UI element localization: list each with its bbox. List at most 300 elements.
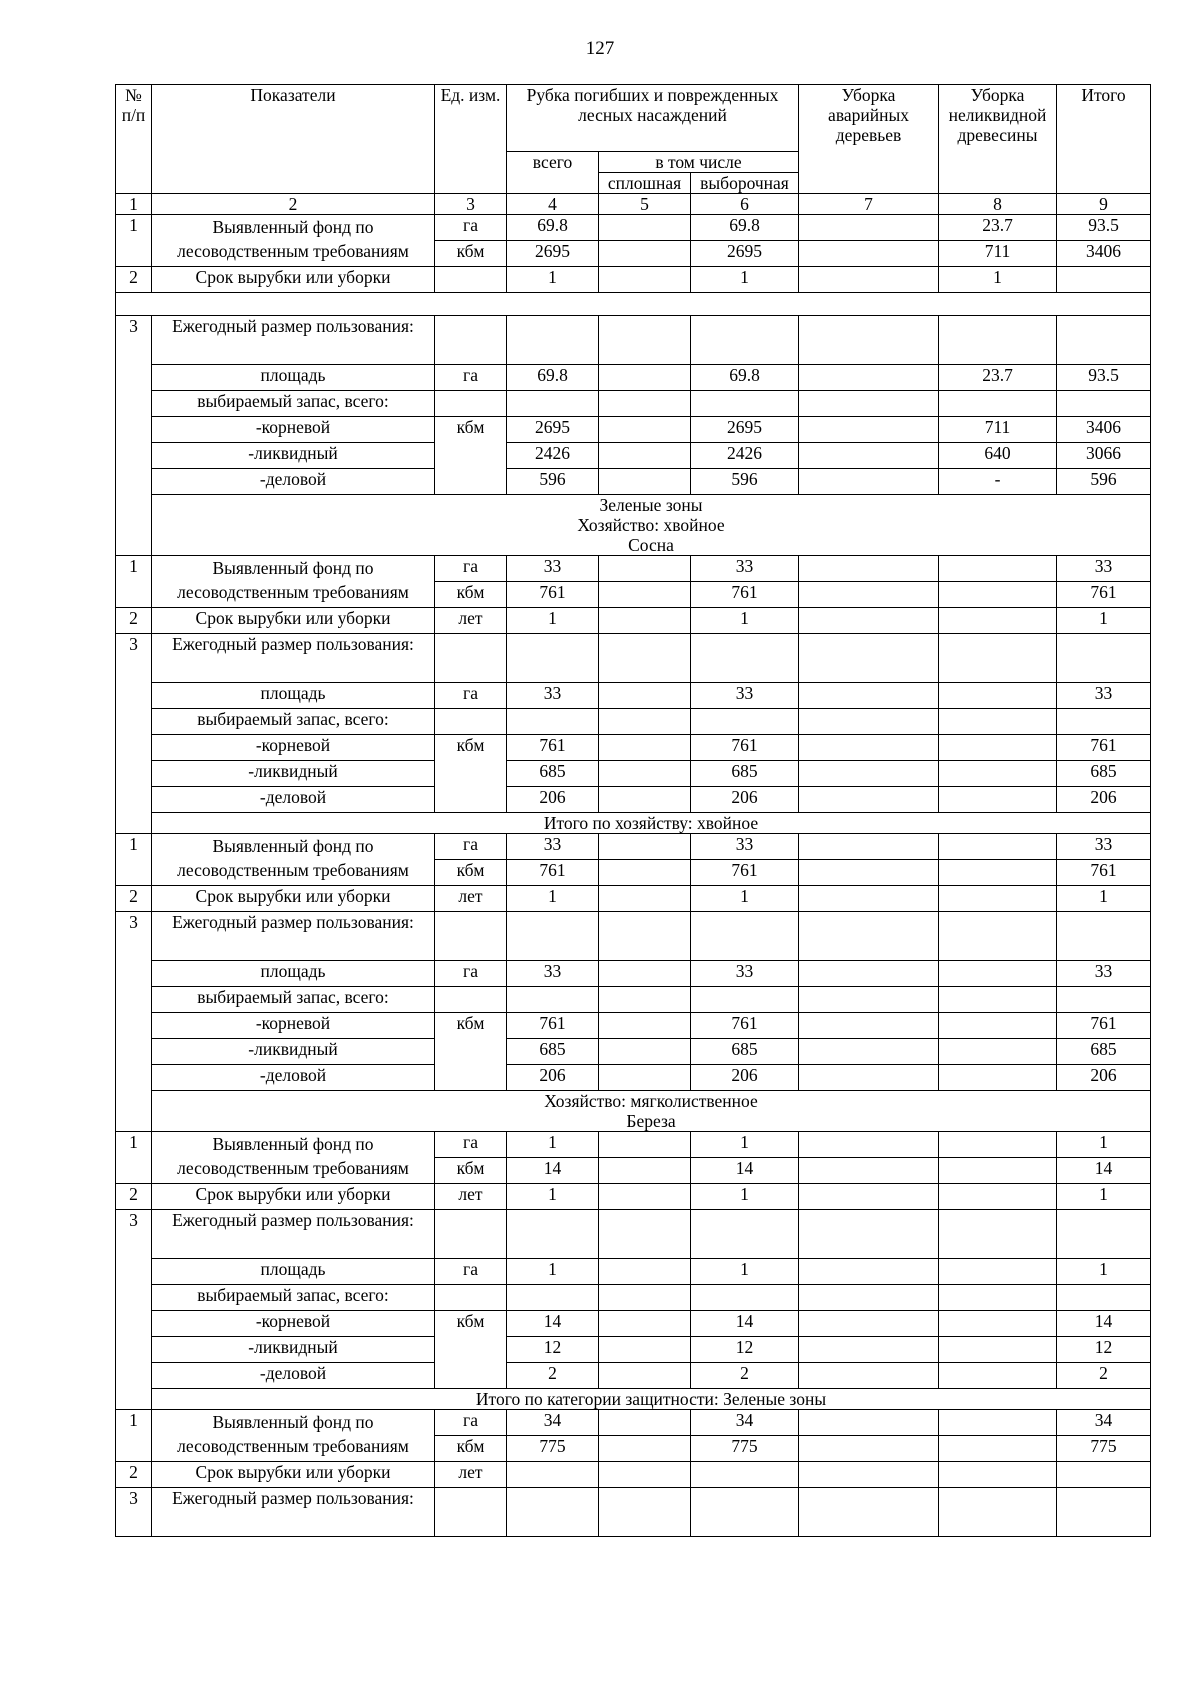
table-cell: 761: [507, 1013, 599, 1039]
table-cell: [599, 787, 691, 813]
table-cell: 685: [507, 1039, 599, 1065]
table-cell: 711: [939, 241, 1057, 267]
table-cell: [1057, 987, 1151, 1013]
row-label: Срок вырубки или уборки: [152, 267, 435, 293]
row-number: 2: [116, 267, 152, 293]
table-cell: 33: [691, 683, 799, 709]
table-cell: [939, 1363, 1057, 1389]
table-cell: [799, 886, 939, 912]
table-cell: [599, 634, 691, 683]
table-cell: [939, 391, 1057, 417]
table-cell: 2: [507, 1363, 599, 1389]
unit-cell: лет: [435, 886, 507, 912]
table-cell: 23.7: [939, 215, 1057, 241]
table-cell: [799, 987, 939, 1013]
table-row: [116, 761, 1151, 787]
row-label: площадь: [152, 961, 435, 987]
table-cell: 1: [507, 1259, 599, 1285]
unit-cell: [435, 1285, 507, 1311]
table-cell: [799, 1488, 939, 1537]
table-cell: [599, 912, 691, 961]
unit-cell: лет: [435, 1184, 507, 1210]
row-number: 2: [116, 1462, 152, 1488]
unit-cell: [435, 1210, 507, 1259]
table-cell: [1057, 912, 1151, 961]
table-cell: [1057, 1488, 1151, 1537]
table-cell: 1: [691, 1132, 799, 1158]
row-label: Срок вырубки или уборки: [152, 1184, 435, 1210]
table-cell: [939, 634, 1057, 683]
table-cell: 33: [1057, 556, 1151, 582]
table-row: [116, 1132, 1151, 1158]
table-cell: [799, 365, 939, 391]
table-cell: [691, 912, 799, 961]
table-cell: [799, 735, 939, 761]
header-emergency: Уборка аварийных деревьев: [799, 85, 939, 194]
table-cell: 34: [507, 1410, 599, 1436]
table-cell: 33: [691, 556, 799, 582]
table-cell: 93.5: [1057, 215, 1151, 241]
header-selective: выборочная: [691, 173, 799, 194]
table-cell: [799, 582, 939, 608]
table-cell: [799, 1210, 939, 1259]
table-cell: [799, 316, 939, 365]
row-number: 1: [116, 1410, 152, 1462]
table-cell: [799, 787, 939, 813]
table-cell: [599, 1065, 691, 1091]
row-label: Ежегодный размер пользования:: [152, 316, 435, 365]
unit-cell: га: [435, 215, 507, 241]
table-cell: [599, 608, 691, 634]
table-cell: [799, 1462, 939, 1488]
table-cell: [599, 735, 691, 761]
table-cell: 761: [691, 582, 799, 608]
section-line: Хозяйство: хвойное: [577, 515, 725, 535]
row-label: -ликвидный: [152, 1337, 435, 1363]
spacer-cell: [116, 293, 1151, 316]
table-row: [116, 1488, 1151, 1537]
table-cell: [939, 860, 1057, 886]
table-cell: 685: [1057, 761, 1151, 787]
table-cell: 33: [507, 834, 599, 860]
table-cell: [599, 1132, 691, 1158]
unit-cell: лет: [435, 608, 507, 634]
table-cell: [939, 735, 1057, 761]
header-num: № п/п: [116, 85, 152, 194]
table-cell: [691, 1285, 799, 1311]
row-number: 1: [116, 1132, 152, 1184]
table-cell: 1: [691, 1259, 799, 1285]
table-cell: [599, 1259, 691, 1285]
table-cell: 761: [507, 860, 599, 886]
table-cell: [939, 316, 1057, 365]
section-title: Итого по категории защитности: Зеленые зоны: [152, 1389, 1151, 1410]
table-cell: 1: [507, 886, 599, 912]
table-cell: -: [939, 469, 1057, 495]
table-cell: [599, 683, 691, 709]
table-cell: 33: [1057, 683, 1151, 709]
row-label: Ежегодный размер пользования:: [152, 1210, 435, 1259]
table-row: [116, 709, 1151, 735]
table-cell: [599, 886, 691, 912]
table-row: [116, 1184, 1151, 1210]
table-cell: 34: [691, 1410, 799, 1436]
table-cell: [599, 241, 691, 267]
row-label: Выявленный фонд по лесоводственным требованиям: [152, 556, 435, 608]
table-cell: [799, 1436, 939, 1462]
row-label: -деловой: [152, 787, 435, 813]
table-cell: 206: [507, 1065, 599, 1091]
table-cell: [939, 987, 1057, 1013]
section-header: [116, 813, 1151, 834]
table-cell: 14: [507, 1158, 599, 1184]
section-line: Сосна: [628, 535, 674, 555]
row-label: площадь: [152, 683, 435, 709]
table-cell: [599, 834, 691, 860]
table-cell: [1057, 1285, 1151, 1311]
table-cell: [691, 391, 799, 417]
table-cell: [599, 1363, 691, 1389]
table-cell: [799, 608, 939, 634]
table-cell: 761: [1057, 735, 1151, 761]
table-cell: 761: [1057, 860, 1151, 886]
header-including: в том числе: [599, 152, 799, 173]
table-cell: 2695: [691, 417, 799, 443]
table-cell: [599, 1488, 691, 1537]
table-cell: [507, 316, 599, 365]
table-cell: 12: [691, 1337, 799, 1363]
unit-cell: га: [435, 834, 507, 860]
table-cell: [799, 1410, 939, 1436]
table-cell: 34: [1057, 1410, 1151, 1436]
table-cell: [939, 582, 1057, 608]
table-cell: [939, 1337, 1057, 1363]
table-row: [116, 1039, 1151, 1065]
table-cell: 761: [691, 860, 799, 886]
table-cell: [939, 912, 1057, 961]
table-cell: [799, 1158, 939, 1184]
table-row: [116, 1410, 1151, 1436]
table-cell: [939, 1132, 1057, 1158]
table-cell: 1: [691, 608, 799, 634]
row-label: -корневой: [152, 1013, 435, 1039]
table-cell: [939, 961, 1057, 987]
table-row: [116, 608, 1151, 634]
table-row: [116, 1259, 1151, 1285]
row-label: -деловой: [152, 1363, 435, 1389]
table-cell: 33: [1057, 961, 1151, 987]
table-cell: [1057, 634, 1151, 683]
table-cell: [599, 582, 691, 608]
header-illiquid: Уборка неликвидной древесины: [939, 85, 1057, 194]
table-cell: 23.7: [939, 365, 1057, 391]
table-cell: [507, 1488, 599, 1537]
table-cell: 12: [507, 1337, 599, 1363]
table-row: [116, 1363, 1151, 1389]
row-label: Выявленный фонд по лесоводственным требованиям: [152, 1410, 435, 1462]
table-row: [116, 1013, 1151, 1039]
unit-cell: кбм: [435, 1013, 507, 1091]
table-cell: 2695: [507, 417, 599, 443]
table-row: [116, 912, 1151, 961]
section-title: [152, 495, 1151, 556]
row-label: -деловой: [152, 1065, 435, 1091]
table-row: [116, 443, 1151, 469]
table-cell: 596: [507, 469, 599, 495]
table-cell: 69.8: [507, 365, 599, 391]
row-number: 2: [116, 1184, 152, 1210]
section-header: [116, 495, 1151, 556]
table-cell: [799, 1259, 939, 1285]
table-cell: [939, 608, 1057, 634]
col-number: 6: [691, 194, 799, 215]
table-cell: [691, 316, 799, 365]
table-cell: [799, 1363, 939, 1389]
table-cell: 761: [691, 735, 799, 761]
col-number: 7: [799, 194, 939, 215]
section-title: Итого по хозяйству: хвойное: [152, 813, 1151, 834]
table-row: [116, 787, 1151, 813]
table-cell: [939, 1311, 1057, 1337]
table-cell: [599, 1184, 691, 1210]
table-cell: [799, 391, 939, 417]
table-cell: 685: [1057, 1039, 1151, 1065]
table-cell: [799, 417, 939, 443]
unit-cell: кбм: [435, 241, 507, 267]
table-cell: [939, 1436, 1057, 1462]
unit-cell: га: [435, 365, 507, 391]
row-number: 1: [116, 834, 152, 886]
row-number: 3: [116, 316, 152, 556]
table-cell: [799, 961, 939, 987]
column-number-row: [116, 194, 1151, 215]
table-cell: [939, 1462, 1057, 1488]
table-row: [116, 1337, 1151, 1363]
table-cell: 33: [691, 961, 799, 987]
table-cell: [599, 1285, 691, 1311]
table-cell: [691, 1488, 799, 1537]
table-cell: [799, 267, 939, 293]
table-cell: 69.8: [691, 215, 799, 241]
table-cell: 2426: [691, 443, 799, 469]
table-cell: 14: [691, 1311, 799, 1337]
table-cell: [799, 834, 939, 860]
table-cell: 3406: [1057, 417, 1151, 443]
table-cell: [799, 241, 939, 267]
unit-cell: га: [435, 1410, 507, 1436]
table-row: [116, 556, 1151, 582]
section-line: Зеленые зоны: [599, 495, 703, 515]
unit-cell: лет: [435, 1462, 507, 1488]
table-cell: 14: [1057, 1158, 1151, 1184]
table-cell: 69.8: [691, 365, 799, 391]
table-cell: [939, 834, 1057, 860]
table-row: [116, 634, 1151, 683]
table-cell: [599, 1410, 691, 1436]
table-row: [116, 834, 1151, 860]
row-label: площадь: [152, 1259, 435, 1285]
header-total-all: всего: [507, 152, 599, 194]
table-cell: [1057, 316, 1151, 365]
table-cell: [599, 267, 691, 293]
table-cell: [691, 709, 799, 735]
table-cell: [939, 556, 1057, 582]
table-cell: 12: [1057, 1337, 1151, 1363]
table-cell: [1057, 709, 1151, 735]
table-cell: [939, 1158, 1057, 1184]
table-cell: 69.8: [507, 215, 599, 241]
unit-cell: кбм: [435, 735, 507, 813]
table-cell: 1: [939, 267, 1057, 293]
table-cell: 1: [691, 267, 799, 293]
table-cell: [507, 1462, 599, 1488]
row-number: 2: [116, 608, 152, 634]
unit-cell: [435, 987, 507, 1013]
col-number: 4: [507, 194, 599, 215]
table-row: [116, 215, 1151, 241]
table-cell: [599, 709, 691, 735]
row-label: Срок вырубки или уборки: [152, 608, 435, 634]
table-cell: [799, 634, 939, 683]
row-label: выбираемый запас, всего:: [152, 1285, 435, 1311]
table-cell: [1057, 267, 1151, 293]
table-cell: [939, 709, 1057, 735]
row-number: 1: [116, 215, 152, 267]
unit-cell: кбм: [435, 1311, 507, 1389]
table-cell: 33: [507, 961, 599, 987]
table-cell: 14: [691, 1158, 799, 1184]
table-cell: [507, 391, 599, 417]
table-row: [116, 267, 1151, 293]
page-number: 127: [585, 38, 615, 59]
table-cell: [799, 1065, 939, 1091]
row-label: -деловой: [152, 469, 435, 495]
table-cell: [507, 1285, 599, 1311]
table-row: [116, 1065, 1151, 1091]
table-cell: 14: [507, 1311, 599, 1337]
table-cell: [799, 1184, 939, 1210]
row-number: 1: [116, 556, 152, 608]
table-cell: 1: [1057, 1259, 1151, 1285]
col-number: 2: [152, 194, 435, 215]
table-cell: 640: [939, 443, 1057, 469]
row-number: 3: [116, 1488, 152, 1537]
table-cell: 2695: [691, 241, 799, 267]
table-cell: 93.5: [1057, 365, 1151, 391]
table-cell: [599, 391, 691, 417]
table-cell: [599, 469, 691, 495]
table-row: [116, 1311, 1151, 1337]
table-cell: [599, 987, 691, 1013]
section-header: [116, 1389, 1151, 1410]
table-cell: [939, 1039, 1057, 1065]
table-cell: [939, 1184, 1057, 1210]
table-cell: 761: [507, 735, 599, 761]
unit-cell: [435, 267, 507, 293]
table-cell: [799, 556, 939, 582]
row-label: Выявленный фонд по лесоводственным требованиям: [152, 1132, 435, 1184]
table-cell: [599, 443, 691, 469]
table-cell: [799, 1039, 939, 1065]
table-cell: [799, 215, 939, 241]
table-cell: 206: [1057, 1065, 1151, 1091]
row-label: Срок вырубки или уборки: [152, 886, 435, 912]
table-cell: 761: [1057, 582, 1151, 608]
table-cell: [691, 634, 799, 683]
table-cell: 1: [1057, 1184, 1151, 1210]
table-cell: [799, 761, 939, 787]
unit-cell: га: [435, 683, 507, 709]
table-cell: [1057, 1210, 1151, 1259]
table-cell: 2: [691, 1363, 799, 1389]
header-total: Итого: [1057, 85, 1151, 194]
table-cell: [799, 912, 939, 961]
table-cell: 711: [939, 417, 1057, 443]
section-header: [116, 1091, 1151, 1132]
table-cell: 206: [691, 787, 799, 813]
unit-cell: га: [435, 1259, 507, 1285]
table-cell: 206: [691, 1065, 799, 1091]
row-label: -ликвидный: [152, 1039, 435, 1065]
unit-cell: [435, 912, 507, 961]
table-cell: [939, 1013, 1057, 1039]
table-cell: [507, 634, 599, 683]
table-cell: [691, 1210, 799, 1259]
unit-cell: га: [435, 961, 507, 987]
table-cell: 2: [1057, 1363, 1151, 1389]
table-row: [116, 683, 1151, 709]
table-cell: 206: [1057, 787, 1151, 813]
table-cell: [691, 1462, 799, 1488]
table-cell: 1: [507, 608, 599, 634]
table-row: [116, 961, 1151, 987]
table-cell: [599, 860, 691, 886]
table-cell: 1: [507, 1184, 599, 1210]
table-cell: 33: [1057, 834, 1151, 860]
table-cell: [599, 556, 691, 582]
table-row: [116, 365, 1151, 391]
table-cell: 33: [507, 556, 599, 582]
table-cell: [1057, 391, 1151, 417]
row-label: -ликвидный: [152, 761, 435, 787]
table-cell: 206: [507, 787, 599, 813]
table-cell: [939, 1065, 1057, 1091]
table-cell: 1: [1057, 608, 1151, 634]
unit-cell: кбм: [435, 417, 507, 495]
table-cell: [599, 215, 691, 241]
table-cell: 1: [691, 1184, 799, 1210]
unit-cell: кбм: [435, 1436, 507, 1462]
table-cell: 761: [507, 582, 599, 608]
table-row: [116, 469, 1151, 495]
table-cell: [799, 1013, 939, 1039]
header-clear: сплошная: [599, 173, 691, 194]
table-cell: 1: [1057, 1132, 1151, 1158]
table-cell: 775: [507, 1436, 599, 1462]
felling-table: [115, 84, 1151, 1537]
unit-cell: га: [435, 556, 507, 582]
table-row: [116, 886, 1151, 912]
table-cell: [599, 1039, 691, 1065]
table-cell: [599, 1158, 691, 1184]
table-cell: [939, 1259, 1057, 1285]
header-indicators: Показатели: [152, 85, 435, 194]
table-cell: [939, 1285, 1057, 1311]
table-cell: 685: [691, 761, 799, 787]
table-row: [116, 1462, 1151, 1488]
table-cell: [507, 987, 599, 1013]
row-label: площадь: [152, 365, 435, 391]
